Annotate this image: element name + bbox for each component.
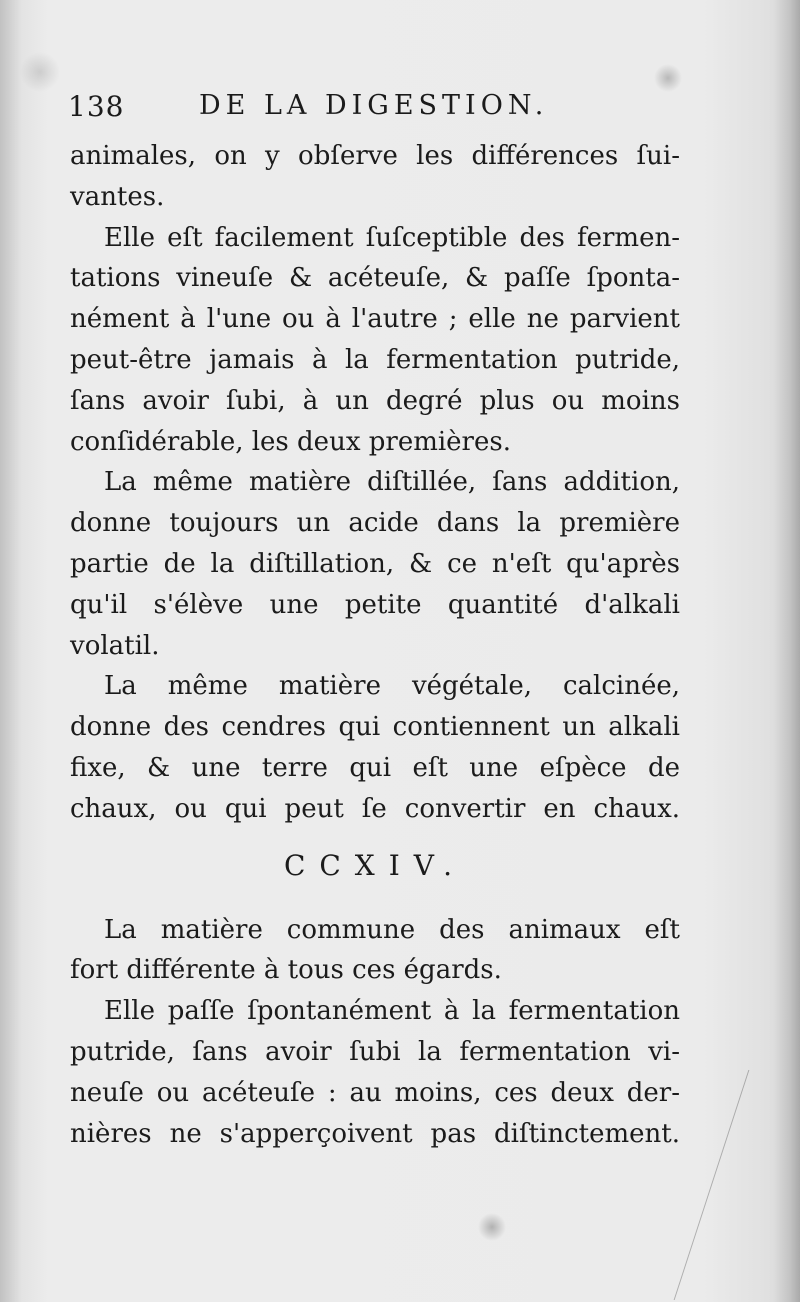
text-line: volatil. <box>70 630 160 661</box>
text-line: ſans avoir ſubi, à un degré plus ou moins <box>70 385 680 416</box>
text-line: Elle eſt facilement ſuſceptible des fermen- <box>104 222 680 253</box>
text-line: La même matière végétale, calcinée, <box>104 671 680 702</box>
text-line: donne toujours un acide dans la première <box>70 508 680 539</box>
text-line: tations vineuſe & acéteuſe, & paſſe ſponta- <box>70 263 680 294</box>
page-number: 138 <box>68 90 125 123</box>
text-line: fixe, & une terre qui eſt une eſpèce de <box>70 752 680 783</box>
text-line: fort différente à tous ces égards. <box>70 955 502 986</box>
text-line: vantes. <box>70 181 165 212</box>
section-heading: CCXIV. <box>283 848 467 882</box>
text-line: neuſe ou acéteuſe : au moins, ces deux der- <box>70 1077 680 1108</box>
text-line: donne des cendres qui contiennent un alkali <box>70 712 680 743</box>
text-line: La matière commune des animaux eſt <box>104 914 680 945</box>
text-line: nément à l'une ou à l'autre ; elle ne parvient <box>70 304 680 335</box>
text-line: qu'il s'élève une petite quantité d'alkali <box>70 589 680 620</box>
running-head: DE LA DIGESTION. <box>199 90 549 121</box>
text-line: putride, ſans avoir ſubi la fermentation vi- <box>70 1036 680 1067</box>
text-line: animales, on y obſerve les différences ſui- <box>70 141 680 171</box>
gutter-shadow <box>0 0 22 1302</box>
page-body <box>70 136 680 1154</box>
text-line: Elle paſſe ſpontanément à la fermentation <box>104 996 680 1027</box>
text-line: peut-être jamais à la fermentation putride, <box>70 344 680 375</box>
text-line: La même matière diſtillée, ſans addition, <box>104 467 680 498</box>
text-line: nières ne s'apperçoivent pas diſtinctement. <box>70 1118 680 1149</box>
text-line: conſidérable, les deux premières. <box>70 426 511 457</box>
text-line: chaux, ou qui peut ſe convertir en chaux. <box>70 793 680 824</box>
page-header <box>68 88 678 128</box>
text-line: partie de la diſtillation, & ce n'eſt qu'après <box>70 548 680 579</box>
